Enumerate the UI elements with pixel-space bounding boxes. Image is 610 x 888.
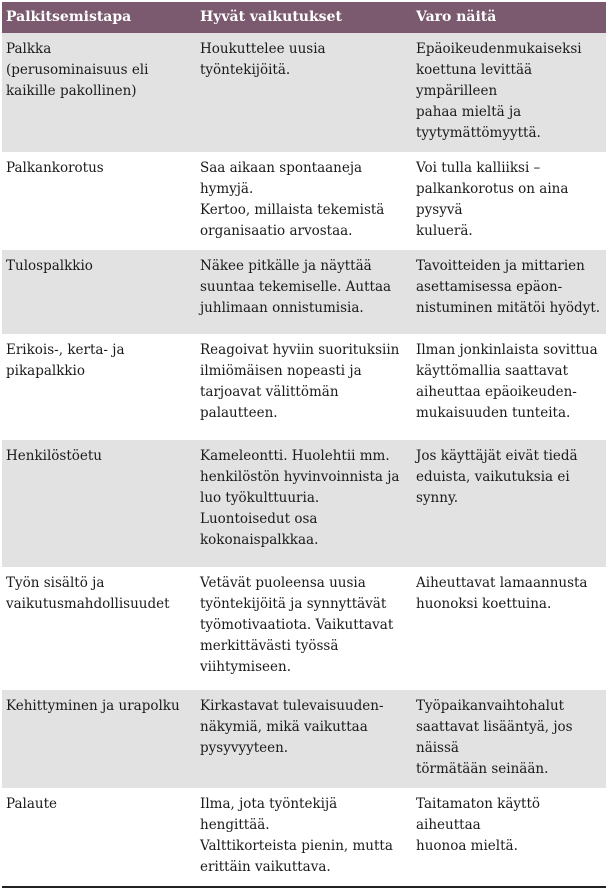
cautions-cell <box>412 788 606 886</box>
method-cell <box>2 33 196 152</box>
table-row <box>2 152 606 250</box>
method-cell <box>2 788 196 886</box>
table-row <box>2 334 606 440</box>
benefits-cell <box>196 690 412 788</box>
cautions-cell <box>412 33 606 152</box>
cell-text: Kameleontti. Huolehtii mm. henkilöstön hyvinvoinnista ja luo työkulttuuria. Luontoisedut osa kokonaispalkkaa. <box>200 448 400 548</box>
cell-text: Kirkastavat tulevaisuuden- näkymiä, mikä vaikuttaa pysyvyyteen. <box>200 698 384 756</box>
cell-text: Palkka (perusominaisuus eli kaikille pakollinen) <box>6 41 149 99</box>
cell-text: Vetävät puoleensa uusia työntekijöitä ja synnyttävät työmotivaatiota. Vaikuttavat merkittävästi työssä viihtymiseen. <box>200 575 394 675</box>
cautions-cell <box>412 690 606 788</box>
column-header-benefits: Hyvät vaikutukset <box>196 2 412 33</box>
method-cell <box>2 567 196 690</box>
cell-text: Jos käyttäjät eivät tiedä eduista, vaikutuksia ei synny. <box>416 448 578 506</box>
cell-text: Ilman jonkinlaista sovittua käyttömallia saattavat aiheuttaa epäoikeuden- mukaisuuden tunteita. <box>416 342 598 421</box>
cell-text: Voi tulla kalliiksi – palkankorotus on aina pysyvä kuluerä. <box>416 160 569 239</box>
cell-text: Palaute <box>6 796 58 812</box>
table-row <box>2 33 606 152</box>
cell-text: Ilma, jota työntekijä hengittää. Valttikorteista pienin, mutta erittäin vaikuttava. <box>200 796 393 875</box>
cell-text: Houkuttelee uusia työntekijöitä. <box>200 41 326 78</box>
benefits-cell <box>196 788 412 886</box>
column-header-method: Palkitsemistapa <box>2 2 196 33</box>
cell-text: Näkee pitkälle ja näyttää suuntaa tekemiselle. Auttaa juhlimaan onnistumisia. <box>200 258 392 316</box>
table-header-row <box>2 2 606 33</box>
cell-text: Kehittyminen ja urapolku <box>6 698 180 714</box>
cell-text: Saa aikaan spontaaneja hymyjä. Kertoo, millaista tekemistä organisaatio arvostaa. <box>200 160 385 239</box>
method-cell <box>2 440 196 567</box>
rewards-table <box>2 2 606 886</box>
benefits-cell <box>196 440 412 567</box>
benefits-cell <box>196 250 412 334</box>
benefits-cell <box>196 152 412 250</box>
table-row <box>2 690 606 788</box>
cell-text: Tulospalkkio <box>6 258 93 274</box>
method-cell <box>2 690 196 788</box>
table-row <box>2 440 606 567</box>
cell-text: Työpaikanvaihtohalut saattavat lisääntyä, jos näissä törmätään seinään. <box>416 698 573 777</box>
cautions-cell <box>412 152 606 250</box>
benefits-cell <box>196 567 412 690</box>
cell-text: Aiheuttavat lamaannusta huonoksi koettuina. <box>416 575 588 612</box>
benefits-cell <box>196 33 412 152</box>
cautions-cell <box>412 440 606 567</box>
benefits-cell <box>196 334 412 440</box>
cell-text: Palkankorotus <box>6 160 104 176</box>
method-cell <box>2 250 196 334</box>
cautions-cell <box>412 334 606 440</box>
cautions-cell <box>412 250 606 334</box>
cautions-cell <box>412 567 606 690</box>
table-row <box>2 250 606 334</box>
cell-text: Henkilöstöetu <box>6 448 102 464</box>
cell-text: Työn sisältö ja vaikutusmahdollisuudet <box>6 575 170 612</box>
cell-text: Erikois-, kerta- ja pikapalkkio <box>6 342 125 379</box>
method-cell <box>2 334 196 440</box>
cell-text: Reagoivat hyviin suorituksiin ilmiömäisen nopeasti ja tarjoavat välittömän palautteen. <box>200 342 400 421</box>
table-row <box>2 788 606 886</box>
method-cell <box>2 152 196 250</box>
table-row <box>2 567 606 690</box>
cell-text: Epäoikeudenmukaiseksi koettuna levittää ympärilleen pahaa mieltä ja tyytymättömyyttä. <box>416 41 582 141</box>
column-header-cautions: Varo näitä <box>412 2 606 33</box>
cell-text: Tavoitteiden ja mittarien asettamisessa epäon- nistuminen mitätöi hyödyt. <box>416 258 601 316</box>
rewards-table-page <box>2 2 606 886</box>
cell-text: Taitamaton käyttö aiheuttaa huonoa mieltä. <box>416 796 541 854</box>
